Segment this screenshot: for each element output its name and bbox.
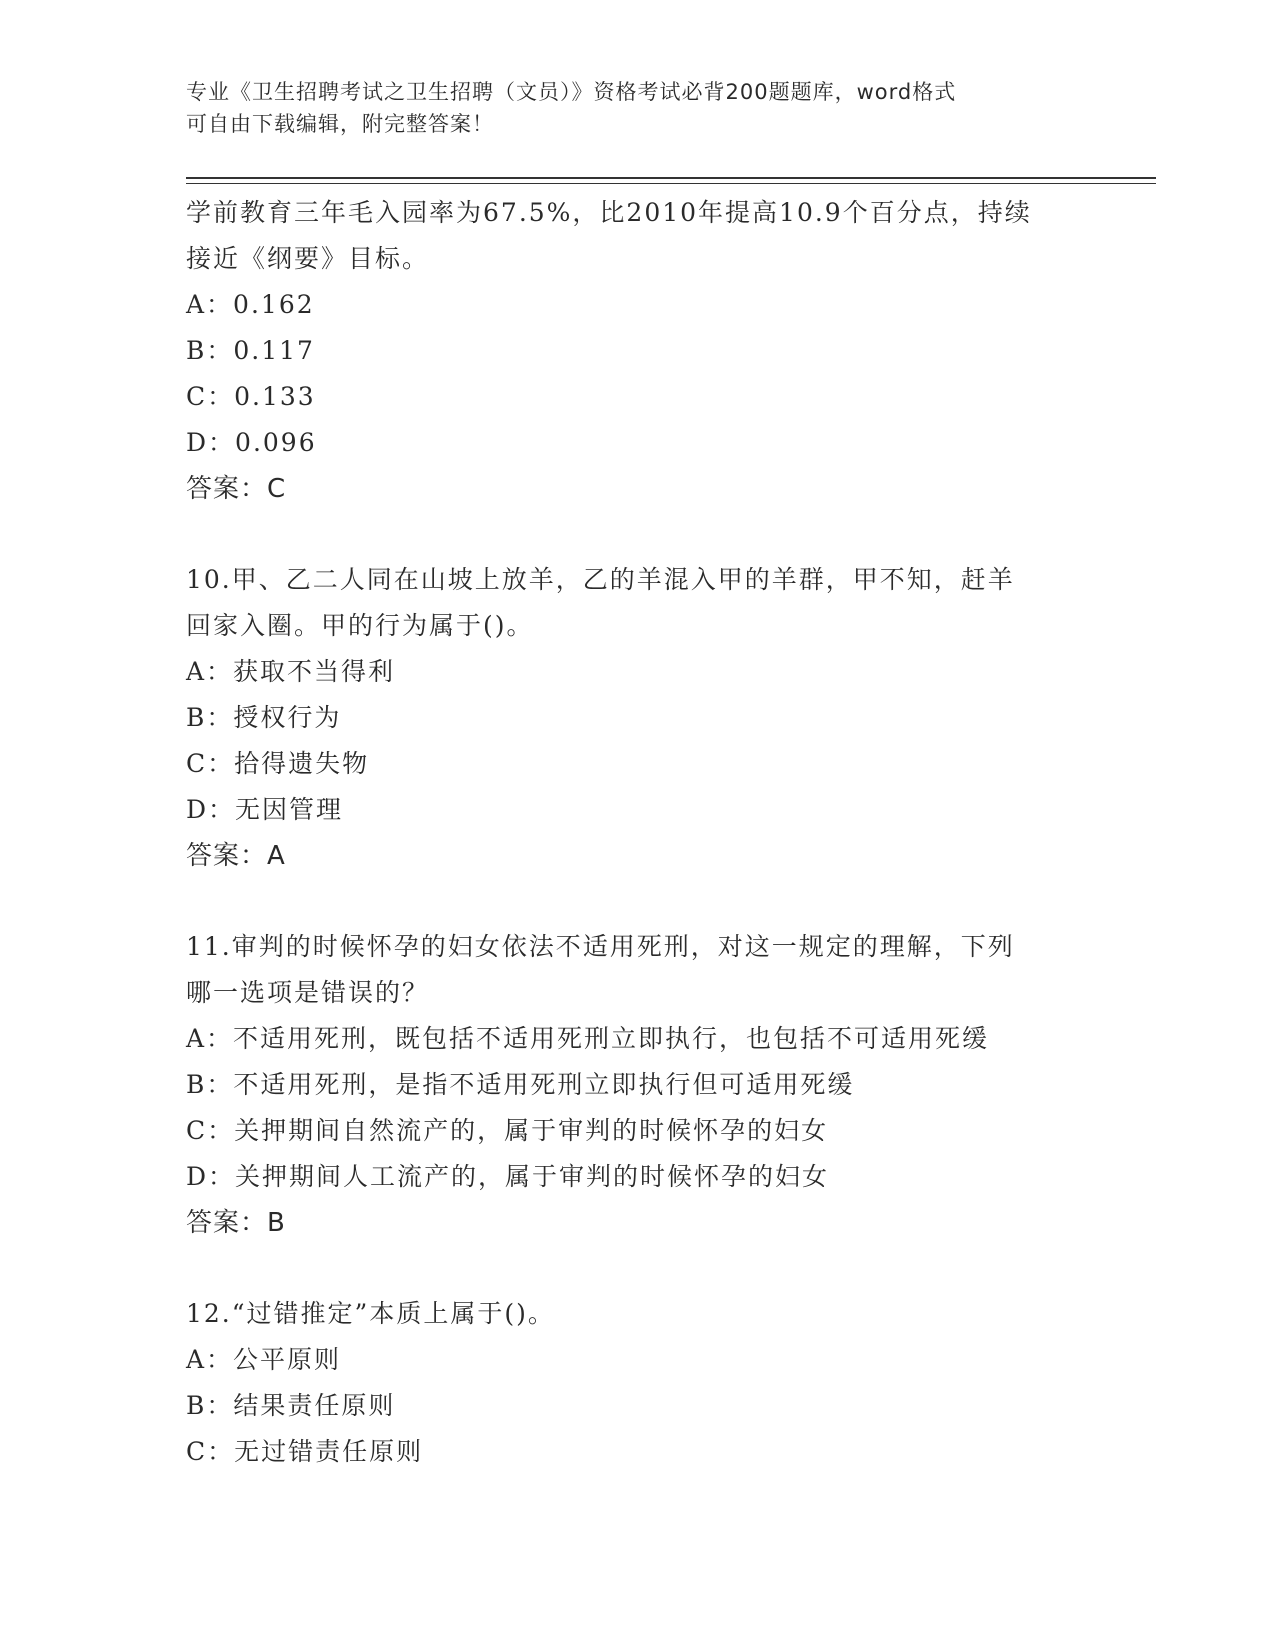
question-11-option-a: A：不适用死刑，既包括不适用死刑立即执行，也包括不可适用死缓 <box>186 1024 990 1053</box>
header-divider-thin <box>186 183 1156 184</box>
question-11-option-b: B：不适用死刑，是指不适用死刑立即执行但可适用死缓 <box>186 1070 855 1099</box>
question-12-option-c: C：无过错责任原则 <box>186 1437 424 1466</box>
header-divider-thick <box>186 177 1156 179</box>
question-10-option-c: C：拾得遗失物 <box>186 749 370 778</box>
question-11-answer: 答案：B <box>186 1208 286 1238</box>
spacer <box>186 1246 1086 1291</box>
question-10-answer: 答案：A <box>186 841 286 871</box>
question-9-text-line-2: 接近《纲要》目标。 <box>186 244 430 273</box>
question-10-text-line-2: 回家入圈。甲的行为属于()。 <box>186 611 534 640</box>
question-11-option-c: C：关押期间自然流产的，属于审判的时候怀孕的妇女 <box>186 1116 829 1145</box>
question-11-text-line-2: 哪一选项是错误的？ <box>186 978 430 1007</box>
question-11-text-line-1: 11.审判的时候怀孕的妇女依法不适用死刑，对这一规定的理解，下列 <box>186 932 1015 961</box>
question-12-text-line-1: 12.“过错推定”本质上属于()。 <box>186 1299 555 1328</box>
question-9-answer: 答案：C <box>186 474 287 504</box>
document-header <box>186 76 1086 140</box>
header-title-line-2: 可自由下载编辑，附完整答案！ <box>186 112 494 136</box>
question-12-option-b: B：结果责任原则 <box>186 1391 396 1420</box>
question-9-option-d: D：0.096 <box>186 428 317 457</box>
question-10-text-line-1: 10.甲、乙二人同在山坡上放羊，乙的羊混入甲的羊群，甲不知，赶羊 <box>186 565 1015 594</box>
spacer <box>186 512 1086 557</box>
question-10-option-b: B：授权行为 <box>186 703 342 732</box>
header-title-line-1: 专业《卫生招聘考试之卫生招聘（文员）》资格考试必背200题题库，word格式 <box>186 80 957 104</box>
question-9-text-line-1: 学前教育三年毛入园率为67.5%，比2010年提高10.9个百分点，持续 <box>186 198 1032 227</box>
spacer <box>186 879 1086 924</box>
question-11-option-d: D：关押期间人工流产的，属于审判的时候怀孕的妇女 <box>186 1162 830 1191</box>
question-9-option-b: B：0.117 <box>186 336 315 365</box>
question-10-option-a: A：获取不当得利 <box>186 657 396 686</box>
question-content <box>186 190 1086 1475</box>
question-10-option-d: D：无因管理 <box>186 795 344 824</box>
question-9-option-c: C：0.133 <box>186 382 316 411</box>
question-12-option-a: A：公平原则 <box>186 1345 342 1374</box>
question-9-option-a: A：0.162 <box>186 290 315 319</box>
